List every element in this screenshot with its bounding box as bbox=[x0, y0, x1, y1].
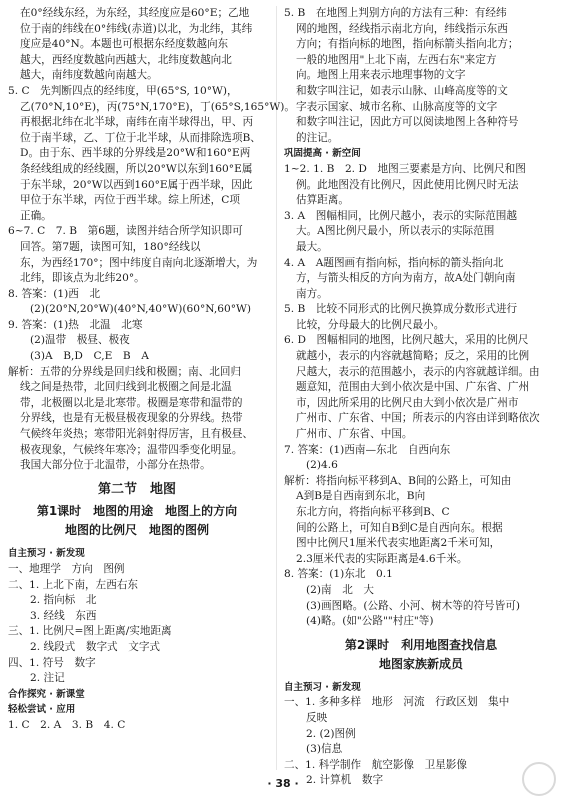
text-line: 正确。 bbox=[20, 209, 52, 222]
answer-9-part3: (3)A B,D C,E B A bbox=[30, 350, 149, 363]
text-line: 再根据北纬在北半球，南纬在南半球得出，甲、丙 bbox=[20, 116, 254, 129]
answer-5-text bbox=[8, 84, 296, 224]
answer-continuation-text bbox=[8, 6, 266, 84]
preview-answers bbox=[8, 562, 266, 687]
analysis-label: 解析： bbox=[8, 365, 40, 378]
text-line: 大。A图比例尺最小，所以表示的实际范围 bbox=[296, 225, 495, 238]
text-line: 最大。 bbox=[296, 240, 328, 253]
watermark-logo bbox=[446, 760, 556, 794]
page-number: · 38 · bbox=[267, 777, 299, 790]
answer-8r-part4: (4)略。(如"公路""村庄"等) bbox=[306, 615, 434, 628]
text-line: 3. 经线 东西 bbox=[30, 609, 97, 622]
preview-label: 自主预习 · 新发现 bbox=[8, 548, 85, 560]
text-line: 市，因此所采用的比例尺由大到小依次是广州市 bbox=[296, 396, 519, 409]
text-line: 网的地图，经线指示南北方向，纬线指示东西 bbox=[296, 22, 508, 35]
answer-7-part2: (2)4.6 bbox=[306, 459, 338, 472]
text-line: 度应是40°N。本题也可根据东经度数越向东 bbox=[20, 38, 229, 51]
text-line: 条经线组成的经线圈，所以20°W以东到160°E属 bbox=[20, 162, 253, 175]
text-line: 3. A 图幅相同，比例尺越小，表示的实际范围越 bbox=[284, 209, 517, 222]
answer-9-part2: (2)温带 极昼、极夜 bbox=[30, 334, 130, 347]
text-line: 四、1. 符号 数字 bbox=[8, 656, 96, 669]
text-line: 于东半球，20°W以西到160°E属于西半球，因此 bbox=[20, 178, 253, 191]
answer-8r-part3: (3)画图略。(公路、小河、树木等的符号皆可) bbox=[306, 599, 520, 612]
text-line: 2. (2)图例 bbox=[306, 727, 356, 740]
text-line: D。由于东、西半球的分界线是20°W和160°E两 bbox=[20, 147, 251, 160]
text-line: 2. 线段式 数字式 文字式 bbox=[30, 640, 161, 653]
answer-9-line: 9. 答案：(1)热 北温 北寒 bbox=[8, 318, 143, 331]
text-line: 和数字叫注记，因此方可以阅读地图上各种符号 bbox=[296, 116, 519, 129]
text-line: 图中比例尺1厘米代表实地距离2千米可知， bbox=[296, 537, 501, 550]
text-line: 6~7. C 7. B 第6题，读图并结合所学知识即可 bbox=[8, 225, 243, 238]
text-line: 尺越大，表示的范围越小，表示的内容就越详细。由 bbox=[296, 365, 540, 378]
text-line: 我国大部分位于北温带，小部分在热带。 bbox=[20, 459, 211, 472]
text-line: 东北方向，将指向标平移到B、C bbox=[296, 506, 450, 518]
text-line: 极夜现象，气候终年寒冷；温带四季变化明显。 bbox=[20, 443, 243, 456]
answer-5b-text bbox=[284, 6, 558, 146]
text-line: 例。此地图没有比例尺，因此使用比例尺时无法 bbox=[296, 178, 519, 191]
text-line: 2. 注记 bbox=[30, 672, 65, 685]
text-line: 4. A A题图画有指向标，指向标的箭头指向北 bbox=[284, 256, 504, 269]
answer-8-part2: (2)(20°N,20°W)(40°N,40°W)(60°N,60°W) bbox=[30, 303, 252, 316]
text-line: 方向；有指向标的地图，指向标箭头指向北方； bbox=[296, 38, 519, 51]
text-line: 广州市、广东省、中国。 bbox=[296, 428, 413, 441]
answer-7-analysis-first: 解析：将指向标平移到A、B间的公路上，可知由 bbox=[284, 474, 512, 487]
text-line: 1~2. 1. B 2. D 地图三要素是方向、比例尺和图 bbox=[284, 162, 526, 175]
analysis-label: 解析： bbox=[284, 474, 316, 487]
text-line: 一、1. 多种多样 地形 河流 行政区划 集中 bbox=[284, 696, 510, 709]
text-line: 位于南半球，乙、丁位于北半球，从而排除选项B、 bbox=[20, 131, 261, 144]
text-line: 二、1. 科学制作 航空影像 卫星影像 bbox=[284, 758, 467, 771]
consolidate-label: 巩固提高 · 新空间 bbox=[284, 148, 361, 160]
text-line: 一般的地图用"上北下南，左西右东"来定方 bbox=[296, 53, 497, 66]
column-divider bbox=[276, 6, 277, 770]
text-line: 南方。 bbox=[296, 287, 328, 300]
right-column bbox=[284, 6, 558, 789]
text-line: 5. C 先判断四点的经纬度，甲(65°S, 10°W)， bbox=[8, 84, 238, 97]
left-column bbox=[8, 6, 296, 734]
text-line: 位于南的纬线在0°纬线(赤道)以北，为北纬，其纬 bbox=[20, 22, 253, 35]
text-line: 三、1. 比例尺=图上距离/实地距离 bbox=[8, 625, 172, 638]
text-line: 6. D 图幅相同的地图，比例尺越大，采用的比例尺 bbox=[284, 334, 529, 347]
answer-9-analysis-first: 解析：五带的分界线是回归线和极圈；南、北回归 bbox=[8, 365, 242, 378]
text-line: 向。地图上用来表示地理事物的文字 bbox=[296, 69, 466, 82]
preview-label-2: 自主预习 · 新发现 bbox=[284, 681, 361, 693]
text-line: 字表示国家、城市名称、山脉高度等的文字 bbox=[296, 100, 498, 113]
try-answers: 1. C 2. A 3. B 4. C bbox=[8, 718, 126, 731]
text-line: 北纬，即该点为北纬20°。 bbox=[20, 272, 145, 285]
text-line: 比较，分母最大的比例尺最小。 bbox=[296, 318, 445, 331]
watermark-circle-icon bbox=[522, 762, 556, 796]
text-line: 2. 指向标 北 bbox=[30, 594, 97, 607]
text-line: 题意知，范围由大到小依次是中国、广东省、广州 bbox=[296, 381, 530, 394]
text-line: 和数字叫注记，如表示山脉、山峰高度等的文 bbox=[296, 84, 508, 97]
answer-6-7-text bbox=[8, 224, 266, 286]
consolidate-answers bbox=[284, 162, 558, 443]
text-line: 的注记。 bbox=[296, 131, 339, 144]
text-line: 线之间是热带，北回归线到北极圈之间是北温 bbox=[20, 381, 232, 394]
text-line: 间的公路上，可知自B到C是自西向东。根据 bbox=[296, 521, 503, 534]
lesson-2-title-line2: 地图家族新成员 bbox=[378, 656, 463, 671]
text-line: 二、1. 上北下南，左西右东 bbox=[8, 578, 139, 591]
text-line: 广州市、广东省、中国；所表示的内容由详到略依次 bbox=[296, 412, 540, 425]
text-line: 5. B 在地图上判别方向的方法有三种：有经纬 bbox=[284, 7, 507, 19]
text-line: 东，为西经170°；图中纬度自南向北逐渐增大，为 bbox=[20, 256, 258, 269]
text-line: 回答。第7题，读图可知，180°经线以 bbox=[20, 240, 201, 253]
lesson-2-title-line1: 第2课时 利用地图查找信息 bbox=[344, 637, 498, 652]
answer-8r-line: 8. 答案：(1)东北 0.1 bbox=[284, 568, 393, 581]
answer-8r-part2: (2)南 北 大 bbox=[306, 583, 374, 596]
answer-9-analysis bbox=[8, 380, 266, 474]
text-line: 一、地理学 方向 图例 bbox=[8, 563, 125, 575]
answer-7-analysis bbox=[284, 489, 558, 567]
text-line: 就越小，表示的内容就越简略；反之，采用的比例 bbox=[296, 350, 530, 363]
coop-label: 合作探究 · 新课堂 bbox=[8, 688, 85, 700]
answer-7-line: 7. 答案：(1)西南—东北 自西向东 bbox=[284, 443, 451, 456]
text-line: 带，北极圈以北是北寒带。极圈是寒带和温带的 bbox=[20, 396, 243, 409]
text-line: 乙(70°N,10°E)，丙(75°N,170°E)，丁(65°S,165°W)。 bbox=[20, 100, 296, 113]
text-line: 反映 bbox=[306, 711, 328, 724]
text-line: 气候终年炎热；寒带阳光斜射得厉害，且有极昼、 bbox=[20, 428, 254, 441]
text-line: 分界线，也是有无极昼极夜现象的分界线。热带 bbox=[20, 412, 243, 425]
text-line: 甲位于东半球，丙位于西半球。综上所述，C项 bbox=[20, 194, 240, 207]
text-line: 方，与箭头相反的方向为南方，故A处门朝向南 bbox=[296, 272, 516, 285]
text-line: 越大，西经度数越向西越大，北纬度数越向北 bbox=[20, 53, 232, 66]
section-title: 第二节 地图 bbox=[97, 481, 176, 497]
text-line: (3)信息 bbox=[306, 743, 343, 756]
text-line: 2.3厘米代表的实际距离是4.6千米。 bbox=[296, 552, 468, 565]
text-line: 越大，南纬度数越向南越大。 bbox=[20, 69, 158, 82]
lesson-1-title-line1: 第1课时 地图的用途 地图上的方向 bbox=[36, 504, 238, 519]
text-line: 在0°经线东经，为东经，其经度应是60°E；乙地 bbox=[20, 7, 250, 19]
answer-8-line: 8. 答案：(1)西 北 bbox=[8, 287, 101, 300]
text-line: 估算距离。 bbox=[296, 194, 349, 207]
text-line: 2. 计算机 数字 bbox=[306, 774, 384, 787]
lesson-1-title-line2: 地图的比例尺 地图的图例 bbox=[64, 523, 209, 538]
try-label: 轻松尝试 · 应用 bbox=[8, 704, 76, 716]
text-line: 5. B 比较不同形式的比例尺换算成分数形式进行 bbox=[284, 303, 518, 316]
text-line: A到B是自西南到东北，B向 bbox=[296, 490, 426, 503]
